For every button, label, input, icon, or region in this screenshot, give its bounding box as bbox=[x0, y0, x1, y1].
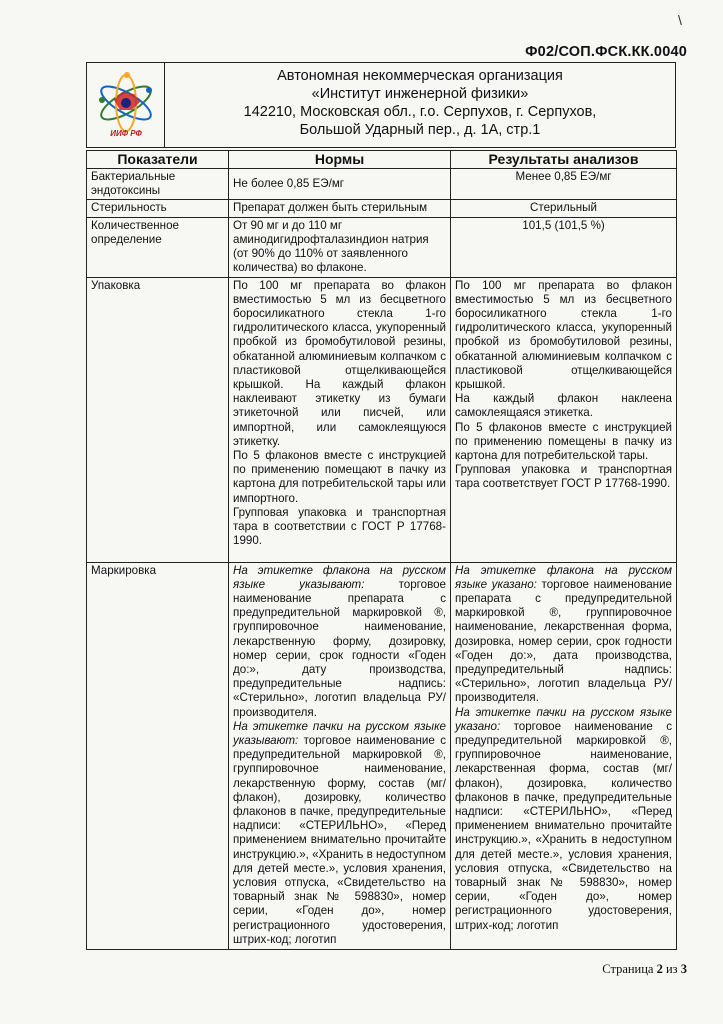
column-header-results: Результаты анализов bbox=[451, 151, 677, 169]
norm-vial-label-paragraph bbox=[233, 564, 446, 720]
org-line-1: Автономная некоммерческая организация bbox=[277, 68, 563, 84]
result-paragraph: По 100 мг препарата во флакон вместимостью 5 мл из бесцветного боросиликатного стекла 1-го гидролитического класса, укупоренный пробкой из бромобутиловой резины, обкатанной алюминиевым колпачком с пластиковой отщелкивающейся крышкой. bbox=[455, 278, 672, 392]
result-paragraph: На каждый флакон наклеена самоклеящаяся этикетка. bbox=[455, 392, 672, 420]
page-number-prefix: Страница bbox=[602, 962, 657, 976]
norm-pack-label-paragraph bbox=[233, 720, 446, 947]
page-number-total: 3 bbox=[680, 962, 687, 976]
form-code: Ф02/СОП.ФСК.КК.0040 bbox=[525, 44, 687, 60]
logo-cell bbox=[87, 63, 165, 147]
indicator-cell: Бактериальные эндотоксины bbox=[87, 169, 229, 200]
result-pack-text: торговое наименование с предупредительной маркировкой ®, группировочное наименование, лекарственная форма, состав (мг/флакон), дозировка, количество флаконов в пачке, предупредительные надписи: «СТЕРИЛЬНО», «Перед применением внимательно прочитайте инструкцию.», «Хранить в недоступном для детей месте.», условия хранения, условия отпуска, «Свидетельство на товарный знак № 598830», номер серии, «Годен до», номер регистрационного удостоверения, штрих-код; логотип bbox=[455, 719, 672, 932]
indicator-cell: Стерильность bbox=[87, 200, 229, 217]
norm-cell: Не более 0,85 ЕЭ/мг bbox=[229, 169, 451, 200]
table-row bbox=[87, 169, 677, 200]
result-vial-text: торговое наименование препарата с предупредительной маркировкой ®, группировочное наименование, лекарственная форма, дозировка, номер серии, срок годности «Годен до:», дата производства, предупредительный надпись: «Стерильно», логотип владельца РУ/производителя. bbox=[455, 577, 673, 705]
norm-paragraph: По 5 флаконов вместе с инструкцией по применению помещают в пачку из картона для потребительской тары или импортного. bbox=[233, 449, 446, 505]
page-number-middle: из bbox=[662, 962, 681, 976]
result-cell: Менее 0,85 ЕЭ/мг bbox=[451, 169, 677, 200]
norm-cell bbox=[229, 277, 451, 562]
handwritten-tick-mark: \ bbox=[678, 12, 682, 28]
result-paragraph: Групповая упаковка и транспортная тара соответствует ГОСТ Р 17768-1990. bbox=[455, 463, 672, 491]
document-header bbox=[86, 62, 676, 148]
result-cell bbox=[451, 277, 677, 562]
result-cell: 101,5 (101,5 %) bbox=[451, 217, 677, 277]
indicator-cell: Количественное определение bbox=[87, 217, 229, 277]
result-pack-intro: На этикетке пачки на русском языке указано: bbox=[455, 705, 672, 733]
norm-pack-intro: На этикетке пачки на русском языке указывают: bbox=[233, 719, 446, 748]
norm-cell: Препарат должен быть стерильным bbox=[229, 200, 451, 217]
table-row bbox=[87, 217, 677, 277]
norm-paragraph: Групповая упаковка и транспортная тара в соответствии с ГОСТ Р 17768-1990. bbox=[233, 505, 446, 548]
institute-logo-icon bbox=[94, 70, 158, 140]
table-row bbox=[87, 200, 677, 217]
logo-caption: ИИФ РФ bbox=[109, 129, 142, 138]
norm-pack-text: торговое наименование с предупредительной маркировкой ®, группировочное наименование, лекарственную форму, состав (мг/флакон), дозировку, количество флаконов в пачке, предупредительные надписи: «СТЕРИЛЬНО», «Перед применением внимательно прочитайте инструкцию.», «Хранить в недоступном для детей месте.», условия хранения, условия отпуска, «Свидетельство на товарный знак № 598830», номер серии, «Годен до», номер регистрационного удостоверения, штрих-код; логотип bbox=[233, 734, 446, 946]
table-row bbox=[87, 277, 677, 562]
column-header-indicators: Показатели bbox=[87, 151, 229, 169]
norm-cell: От 90 мг и до 110 мг аминодигидрофталазиндион натрия (от 90% до 110% от заявленного количества) во флаконе. bbox=[229, 217, 451, 277]
org-address-line-2: Большой Ударный пер., д. 1А, стр.1 bbox=[299, 122, 541, 138]
result-vial-intro: На этикетке флакона на русском языке указано: bbox=[455, 563, 672, 591]
result-vial-label-paragraph bbox=[455, 564, 672, 706]
column-header-norms: Нормы bbox=[229, 151, 451, 169]
norm-vial-text: торговое наименование препарата с предупредительной маркировкой ®, группировочное наименование, лекарственную форму, дозировку, номер серии, срок годности «Годен до:», дату производства, предупредительные надпись: «Стерильно», логотип владельца РУ/производителя. bbox=[233, 577, 446, 719]
norm-cell bbox=[229, 562, 451, 949]
table-row bbox=[87, 562, 677, 949]
norm-paragraph: По 100 мг препарата во флакон вместимостью 5 мл из бесцветного боросиликатного стекла 1-го гидролитического класса, укупоренный пробкой из бромобутиловой резины, обкатанной алюминиевым колпачком с пластиковой отщелкивающейся крышкой. На каждый флакон наклеивают этикетку из бумаги этикеточной или писчей, или импортной, или самоклеящуюся этикетку. bbox=[233, 278, 446, 448]
result-cell bbox=[451, 562, 677, 949]
organization-block bbox=[165, 63, 675, 147]
org-address-line-1: 142210, Московская обл., г.о. Серпухов, г. Серпухов, bbox=[243, 104, 597, 120]
indicator-cell: Маркировка bbox=[87, 562, 229, 949]
analysis-table bbox=[86, 150, 677, 950]
result-pack-label-paragraph bbox=[455, 706, 672, 933]
norm-vial-intro: На этикетке флакона на русском языке указывают: bbox=[233, 563, 446, 591]
result-paragraph: По 5 флаконов вместе с инструкцией по применению помещены в пачку из картона для потребительской тары. bbox=[455, 420, 672, 463]
indicator-cell: Упаковка bbox=[87, 277, 229, 562]
org-line-2: «Институт инженерной физики» bbox=[311, 86, 529, 102]
page-number-current: 2 bbox=[656, 962, 663, 976]
page-number bbox=[602, 962, 687, 977]
table-header-row bbox=[87, 151, 677, 169]
result-cell: Стерильный bbox=[451, 200, 677, 217]
